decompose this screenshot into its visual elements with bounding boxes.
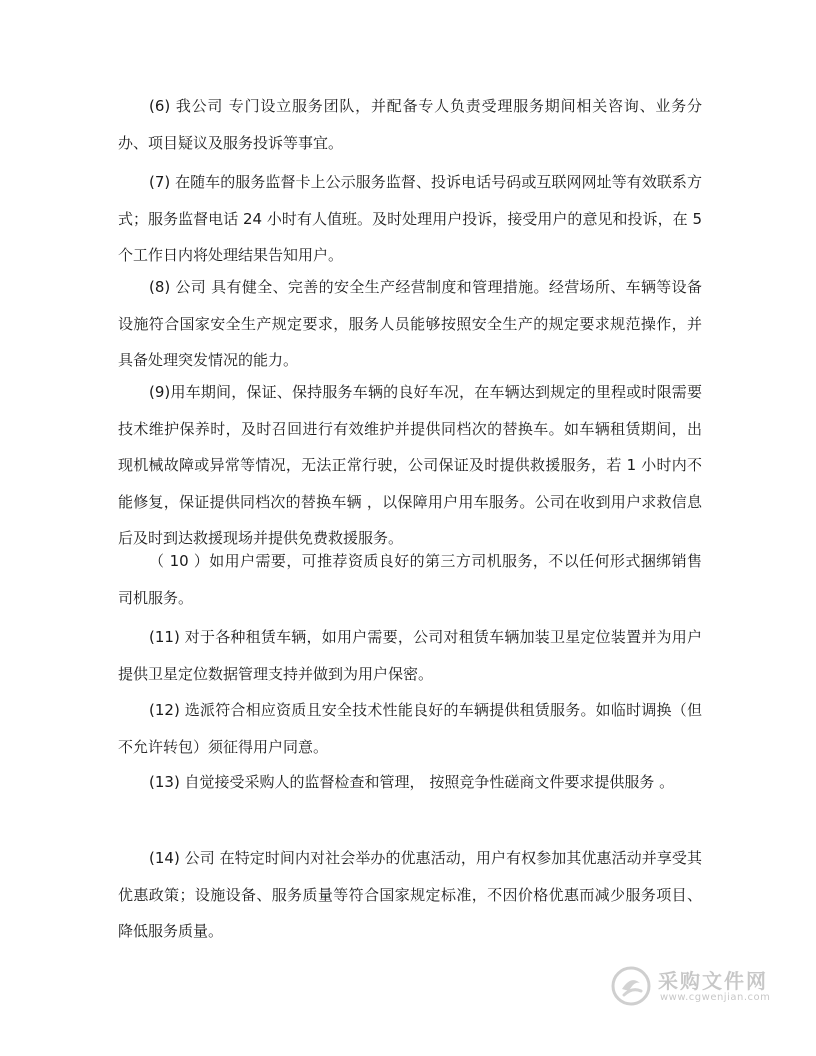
watermark-name: 采购文件网	[658, 969, 768, 993]
watermark-url: www.cgwenjian.com	[660, 992, 771, 1003]
watermark-logo-icon	[610, 965, 652, 1007]
paragraph-13: (13) 自觉接受采购人的监督检查和管理， 按照竞争性磋商文件要求提供服务 。	[149, 773, 675, 791]
paragraph-8: (8) 公司 具有健全、完善的安全生产经营制度和管理措施。经营场所、车辆等设备设施符合国家安全生产规定要求，服务人员能够按照安全生产的规定要求规范操作，并具备处理突发情况的能力。	[118, 278, 702, 369]
paragraph-12: (12) 选派符合相应资质且安全技术性能良好的车辆提供租赁服务。如临时调换（但不允许转包）须征得用户同意。	[118, 701, 702, 756]
paragraph-14: (14) 公司 在特定时间内对社会举办的优惠活动，用户有权参加其优惠活动并享受其优惠政策；设施设备、服务质量等符合国家规定标准，不因价格优惠而减少服务项目、降低服务质量。	[118, 849, 702, 940]
paragraph-10: （ 10 ）如用户需要，可推荐资质良好的第三方司机服务，不以任何形式捆绑销售司机服务。	[118, 552, 702, 607]
paragraph-9: (9)用车期间，保证、保持服务车辆的良好车况，在车辆达到规定的里程或时限需要技术维护保养时，及时召回进行有效维护并提供同档次的替换车。如车辆租赁期间，出现机械故障或异常等情况，无法正常行驶，公司保证及时提供救援服务，若 1 小时内不能修复，保证提供同档次的替换车辆 ，以保障用户用车服务。公司在收到用户求救信息后及时到达救援现场并提供免费救援服务。	[118, 383, 702, 547]
paragraph-11: (11) 对于各种租赁车辆，如用户需要，公司对租赁车辆加装卫星定位装置并为用户提供卫星定位数据管理支持并做到为用户保密。	[118, 628, 702, 683]
paragraph-6: (6) 我公司 专门设立服务团队，并配备专人负责受理服务期间相关咨询、业务分办、项目疑议及服务投诉等事宜。	[118, 97, 702, 152]
paragraph-7: (7) 在随车的服务监督卡上公示服务监督、投诉电话号码或互联网网址等有效联系方式；服务监督电话 24 小时有人值班。及时处理用户投诉，接受用户的意见和投诉，在 5 个工作日内将处理结果告知用户。	[118, 173, 702, 264]
watermark	[610, 965, 780, 1010]
